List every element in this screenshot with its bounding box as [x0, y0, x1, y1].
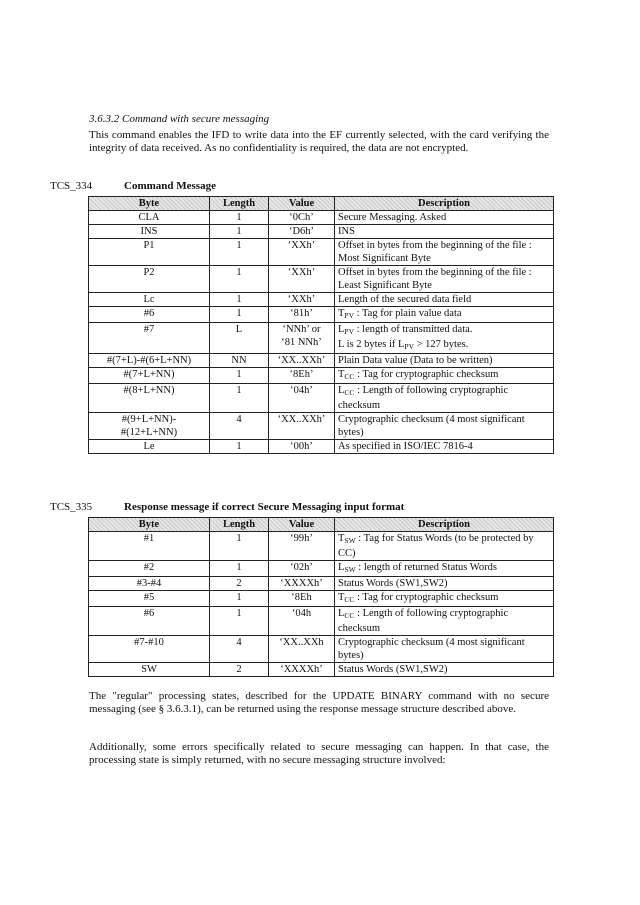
table-row	[89, 384, 554, 413]
cell-byte: #7	[89, 323, 210, 354]
table-row	[89, 211, 554, 225]
requirement-title: Command Message	[124, 180, 216, 192]
cell-byte: CLA	[89, 211, 210, 225]
cell-length: L	[210, 323, 269, 354]
cell-length: 1	[210, 293, 269, 307]
table-row	[89, 532, 554, 561]
cell-description: Secure Messaging. Asked	[335, 211, 554, 225]
cell-description: As specified in ISO/IEC 7816-4	[335, 440, 554, 454]
cell-description: Cryptographic checksum (4 most significant bytes)	[335, 636, 554, 663]
cell-description: $T_{CC}$ : Tag for cryptographic checksum	[335, 591, 554, 607]
cell-value: ‘XXh’	[269, 239, 335, 266]
cell-description: $L_{CC}$ : Length of following cryptographic checksum	[335, 607, 554, 636]
cell-length: 1	[210, 225, 269, 239]
table-row	[89, 636, 554, 663]
table-header-row	[89, 518, 554, 532]
cell-byte: Le	[89, 440, 210, 454]
table-row	[89, 577, 554, 591]
cell-byte: #(9+L+NN)- #(12+L+NN)	[89, 413, 210, 440]
cell-description: $L_{CC}$ : Length of following cryptographic checksum	[335, 384, 554, 413]
cell-byte: #6	[89, 607, 210, 636]
cell-description: Offset in bytes from the beginning of the file : Least Significant Byte	[335, 266, 554, 293]
cell-value: ‘XXh’	[269, 266, 335, 293]
header-byte: Byte	[89, 197, 210, 211]
cell-description: Status Words (SW1,SW2)	[335, 663, 554, 677]
header-value: Value	[269, 518, 335, 532]
cell-value: ‘XXXXh’	[269, 663, 335, 677]
table-header-row	[89, 197, 554, 211]
cell-description: Length of the secured data field	[335, 293, 554, 307]
table-row	[89, 239, 554, 266]
cell-byte: #(7+L+NN)	[89, 368, 210, 384]
cell-description: Status Words (SW1,SW2)	[335, 577, 554, 591]
cell-value: ‘04h	[269, 607, 335, 636]
cell-description: INS	[335, 225, 554, 239]
cell-value: ‘8Eh’	[269, 368, 335, 384]
table-row	[89, 368, 554, 384]
cell-length: 2	[210, 663, 269, 677]
closing-paragraph-1: The "regular" processing states, described for the UPDATE BINARY command with no secure messaging (see § 3.6.3.1), can be returned using the response message structure described above.	[89, 690, 549, 715]
cell-byte: Lc	[89, 293, 210, 307]
cell-value: ‘XX..XXh’	[269, 354, 335, 368]
table-row	[89, 266, 554, 293]
requirement-id: TCS_334	[50, 180, 93, 192]
header-length: Length	[210, 197, 269, 211]
table-row	[89, 440, 554, 454]
cell-length: 1	[210, 561, 269, 577]
table-row	[89, 591, 554, 607]
cell-byte: #(8+L+NN)	[89, 384, 210, 413]
cell-value: ‘NNh’ or ‘81 NNh’	[269, 323, 335, 354]
table-row	[89, 293, 554, 307]
cell-byte: SW	[89, 663, 210, 677]
table-row	[89, 561, 554, 577]
cell-length: 1	[210, 532, 269, 561]
cell-length: 1	[210, 211, 269, 225]
cell-value: ‘0Ch’	[269, 211, 335, 225]
cell-length: 1	[210, 266, 269, 293]
cell-byte: #6	[89, 307, 210, 323]
response-message-table	[88, 517, 554, 677]
cell-length: 1	[210, 384, 269, 413]
cell-length: 1	[210, 607, 269, 636]
table-row	[89, 323, 554, 354]
cell-value: ‘8Eh	[269, 591, 335, 607]
cell-value: ‘D6h’	[269, 225, 335, 239]
cell-description: $L_{SW}$ : length of returned Status Words	[335, 561, 554, 577]
cell-description: $T_{PV}$ : Tag for plain value data	[335, 307, 554, 323]
cell-description: Cryptographic checksum (4 most significant bytes)	[335, 413, 554, 440]
cell-length: 1	[210, 307, 269, 323]
cell-byte: #(7+L)-#(6+L+NN)	[89, 354, 210, 368]
cell-length: 2	[210, 577, 269, 591]
requirement-id: TCS_335	[50, 501, 93, 513]
command-message-table	[88, 196, 554, 454]
table-row	[89, 663, 554, 677]
cell-length: 4	[210, 413, 269, 440]
table-row	[89, 413, 554, 440]
header-value: Value	[269, 197, 335, 211]
cell-length: 1	[210, 239, 269, 266]
cell-value: ‘XX..XXh’	[269, 413, 335, 440]
table-row	[89, 307, 554, 323]
cell-byte: P1	[89, 239, 210, 266]
cell-description: Plain Data value (Data to be written)	[335, 354, 554, 368]
cell-value: ‘XXXXh’	[269, 577, 335, 591]
cell-value: ‘04h’	[269, 384, 335, 413]
cell-value: ‘02h’	[269, 561, 335, 577]
cell-description: Offset in bytes from the beginning of the file : Most Significant Byte	[335, 239, 554, 266]
cell-value: ‘99h’	[269, 532, 335, 561]
cell-value: ‘XX..XXh	[269, 636, 335, 663]
cell-byte: #2	[89, 561, 210, 577]
cell-length: 1	[210, 368, 269, 384]
header-description: Description	[335, 197, 554, 211]
cell-value: ‘XXh’	[269, 293, 335, 307]
cell-byte: #1	[89, 532, 210, 561]
cell-length: NN	[210, 354, 269, 368]
cell-byte: P2	[89, 266, 210, 293]
cell-value: ‘00h’	[269, 440, 335, 454]
header-description: Description	[335, 518, 554, 532]
cell-byte: #7-#10	[89, 636, 210, 663]
cell-length: 1	[210, 591, 269, 607]
requirement-title: Response message if correct Secure Messaging input format	[124, 501, 405, 513]
closing-paragraph-2: Additionally, some errors specifically related to secure messaging can happen. In that case, the processing state is simply returned, with no secure messaging structure involved:	[89, 741, 549, 766]
cell-description: $T_{CC}$ : Tag for cryptographic checksum	[335, 368, 554, 384]
cell-value: ‘81h’	[269, 307, 335, 323]
section-heading: 3.6.3.2 Command with secure messaging	[89, 113, 270, 125]
header-byte: Byte	[89, 518, 210, 532]
table-row	[89, 225, 554, 239]
table-row	[89, 607, 554, 636]
cell-byte: #3-#4	[89, 577, 210, 591]
cell-length: 4	[210, 636, 269, 663]
cell-description: $T_{SW}$ : Tag for Status Words (to be protected by CC)	[335, 532, 554, 561]
cell-byte: #5	[89, 591, 210, 607]
table-row	[89, 354, 554, 368]
header-length: Length	[210, 518, 269, 532]
cell-length: 1	[210, 440, 269, 454]
cell-description: $L_{PV}$ : length of transmitted data. L is 2 bytes if $L_{PV} > 127$ bytes.	[335, 323, 554, 354]
cell-byte: INS	[89, 225, 210, 239]
intro-paragraph: This command enables the IFD to write data into the EF currently selected, with the card verifying the integrity of data received. As no confidentiality is required, the data are not encrypted.	[89, 129, 549, 154]
